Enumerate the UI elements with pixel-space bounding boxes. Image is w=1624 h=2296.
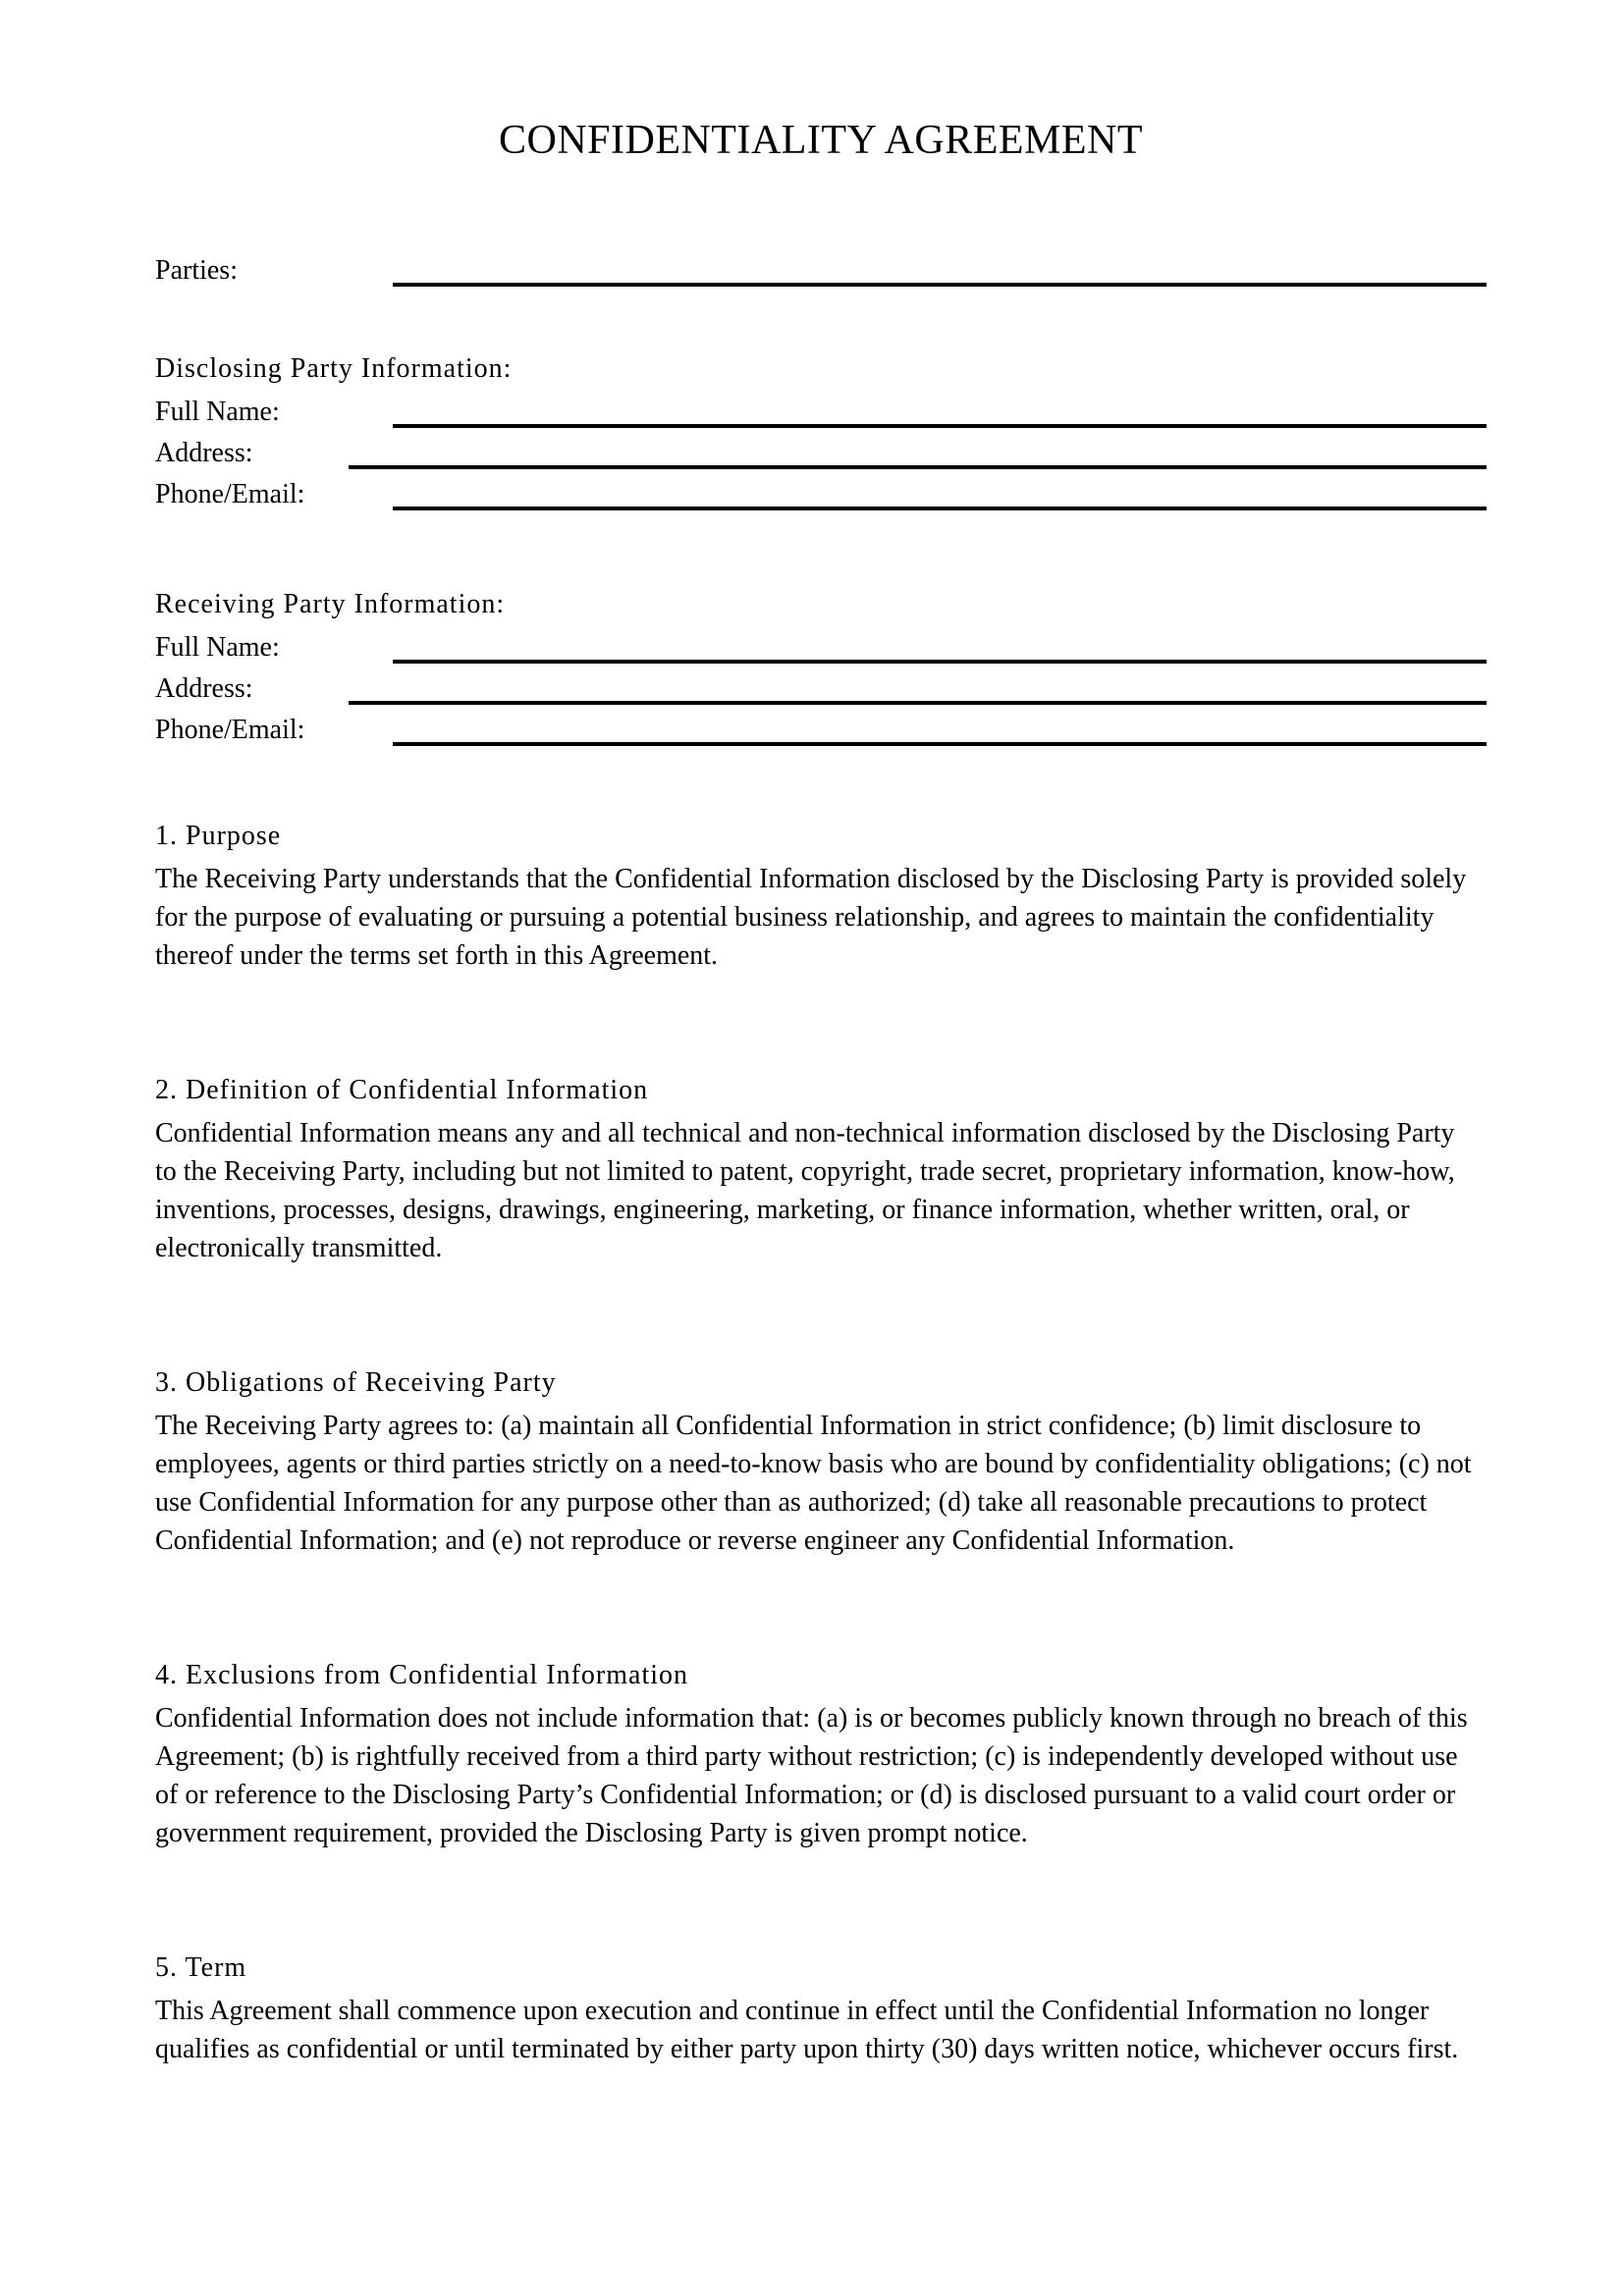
section-obligations-heading: 3. Obligations of Receiving Party — [155, 1367, 557, 1398]
section-definition-heading: 2. Definition of Confidential Information — [155, 1075, 649, 1105]
section-exclusions-heading: 4. Exclusions from Confidential Information — [155, 1660, 689, 1690]
receiving-full-name-label: Full Name: — [155, 632, 280, 663]
section-purpose-heading: 1. Purpose — [155, 821, 282, 851]
section-purpose — [155, 817, 1487, 975]
receiving-phone-email-label: Phone/Email: — [155, 715, 305, 745]
parties-label: Parties: — [155, 255, 238, 286]
receiving-party-section — [155, 585, 1487, 748]
receiving-address-label: Address: — [155, 673, 253, 704]
section-definition — [155, 1071, 1487, 1267]
section-definition-body: Confidential Information means any and all technical and non-technical information disclosed by the Disclosing Party to the Receiving Party, including but not limited to patent, copyright, trade secret, proprietary information, know-how, inventions, processes, designs, drawings, engineering, marketing, or finance information, whether written, oral, or electronically transmitted. — [155, 1118, 1455, 1263]
section-exclusions-body: Confidential Information does not include information that: (a) is or becomes publicly known through no breach of this Agreement; (b) is rightfully received from a third party without restriction; (c) is independently developed without use of or reference to the Disclosing Party’s Confidential Information; or (d) is disclosed pursuant to a valid court order or government requirement, provided the Disclosing Party is given prompt notice. — [155, 1703, 1468, 1848]
section-obligations — [155, 1363, 1487, 1560]
receiving-full-name-row — [155, 624, 1487, 666]
disclosing-phone-email-label: Phone/Email: — [155, 479, 305, 509]
disclosing-address-input-line[interactable] — [349, 465, 1487, 469]
disclosing-party-heading: Disclosing Party Information: — [155, 353, 513, 384]
disclosing-address-label: Address: — [155, 438, 253, 468]
receiving-address-row — [155, 666, 1487, 707]
section-term — [155, 1949, 1487, 2068]
section-exclusions — [155, 1656, 1487, 1852]
disclosing-full-name-input-line[interactable] — [393, 424, 1487, 428]
disclosing-full-name-label: Full Name: — [155, 397, 280, 427]
receiving-phone-email-input-line[interactable] — [393, 742, 1487, 746]
section-term-body: This Agreement shall commence upon execution and continue in effect until the Confidential Information no longer qualifies as confidential or until terminated by either party upon thirty (30) days written notice, whichever occurs first. — [155, 1996, 1459, 2064]
receiving-address-input-line[interactable] — [349, 701, 1487, 705]
receiving-phone-email-row — [155, 707, 1487, 748]
parties-input-line[interactable] — [393, 283, 1487, 287]
section-purpose-body: The Receiving Party understands that the Confidential Information disclosed by the Disclosing Party is provided solely for the purpose of evaluating or pursuing a potential business relationship, and agrees to maintain the confidentiality thereof under the terms set forth in this Agreement. — [155, 864, 1467, 971]
disclosing-phone-email-row — [155, 471, 1487, 512]
section-term-heading: 5. Term — [155, 1952, 247, 1983]
disclosing-full-name-row — [155, 389, 1487, 430]
section-obligations-body: The Receiving Party agrees to: (a) maintain all Confidential Information in strict confidence; (b) limit disclosure to employees, agents or third parties strictly on a need-to-know basis who are bound by confidentiality obligations; (c) not use Confidential Information for any purpose other than as authorized; (d) take all reasonable precautions to protect Confidential Information; and (e) not reproduce or reverse engineer any Confidential Information. — [155, 1411, 1472, 1556]
disclosing-phone-email-input-line[interactable] — [393, 507, 1487, 510]
parties-row — [155, 247, 1487, 289]
disclosing-address-row — [155, 430, 1487, 471]
receiving-party-heading: Receiving Party Information: — [155, 589, 506, 619]
document-title: CONFIDENTIALITY AGREEMENT — [498, 118, 1144, 163]
receiving-full-name-input-line[interactable] — [393, 660, 1487, 664]
disclosing-party-section — [155, 349, 1487, 512]
